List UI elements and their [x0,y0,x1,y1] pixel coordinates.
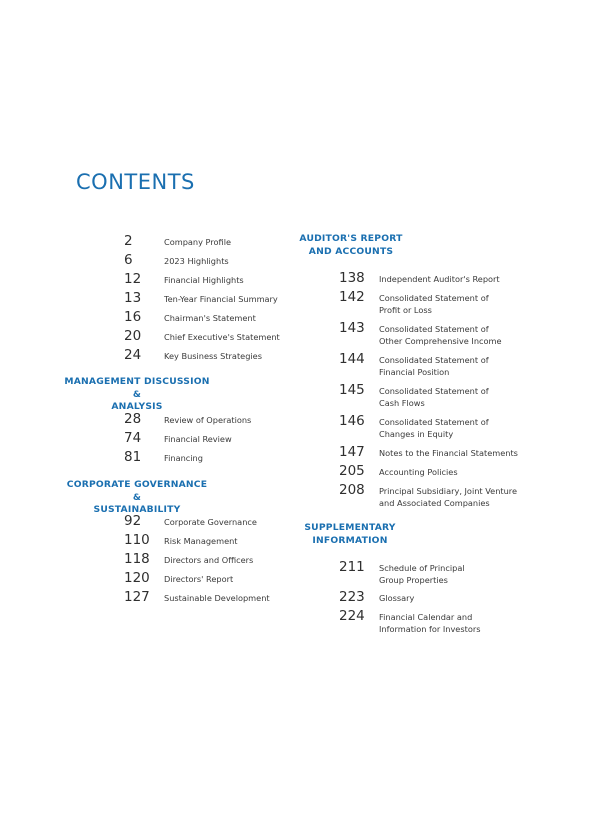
toc-entry-label-line: Principal Subsidiary, Joint Venture [379,486,518,496]
toc-entry-label [379,413,489,441]
toc-entry[interactable] [339,413,489,441]
toc-entry-label [379,482,517,510]
toc-page-number: 2 [124,233,133,249]
toc-entry[interactable] [339,608,480,636]
toc-entry[interactable] [339,559,465,587]
section-heading-line: SUSTAINABILITY [93,504,181,515]
toc-entry-label-line: and Associated Companies [379,498,490,509]
section-heading-line: AND ACCOUNTS [308,245,394,257]
toc-entry-label: Sustainable Development [164,593,270,603]
toc-entry-label: Directors and Officers [164,555,254,565]
toc-entry-label-line: Information for Investors [379,624,481,635]
toc-page-number: 211 [339,559,365,575]
toc-entry[interactable] [124,328,280,344]
toc-entry[interactable] [124,551,253,567]
toc-entry[interactable] [124,570,233,586]
toc-entry-label-line: Cash Flows [379,398,425,409]
toc-entry[interactable] [339,463,458,479]
toc-entry-label-line: Profit or Loss [379,305,432,316]
toc-entry-label: Key Business Strategies [164,351,262,361]
toc-page-number: 20 [124,328,142,344]
section-heading-line: SUPPLEMENTARY [304,522,396,533]
toc-entry[interactable] [339,289,489,317]
toc-entry-label [379,289,489,317]
toc-page-number: 143 [339,320,365,336]
toc-page-number: 28 [124,411,142,427]
toc-entry-label: Glossary [379,593,415,603]
toc-entry-label-line: Consolidated Statement of [379,355,489,365]
toc-page-number: 92 [124,513,142,529]
toc-entry[interactable] [124,309,256,325]
toc-page-number: 16 [124,309,142,325]
section-heading-supplementary-information [300,522,400,547]
toc-page-number: 144 [339,351,365,367]
toc-page-number: 12 [124,271,142,287]
toc-entry-label: Independent Auditor's Report [379,274,500,284]
toc-entry-label: 2023 Highlights [164,256,229,266]
toc-entry-label-line: Consolidated Statement of [379,417,489,427]
section-heading-auditors-report [296,233,406,258]
toc-entry-label: Chief Executive's Statement [164,332,280,342]
toc-page-number: 118 [124,551,150,567]
toc-entry-label-line: Other Comprehensive Income [379,336,502,347]
toc-entry[interactable] [339,382,489,410]
toc-entry[interactable] [124,513,257,529]
toc-page-number: 146 [339,413,365,429]
toc-entry-label [379,382,489,410]
toc-entry[interactable] [124,532,238,548]
toc-entry[interactable] [339,482,517,510]
toc-page-number: 205 [339,463,365,479]
page-title: CONTENTS [76,170,195,194]
toc-entry[interactable] [339,320,502,348]
toc-page-number: 24 [124,347,142,363]
toc-entry[interactable] [124,252,229,268]
section-heading-line: MANAGEMENT DISCUSSION & [64,376,210,400]
toc-entry[interactable] [124,589,270,605]
toc-entry-label-line: Consolidated Statement of [379,293,489,303]
toc-page-number: 74 [124,430,142,446]
toc-entry[interactable] [124,271,244,287]
toc-entry-label: Financing [164,453,203,463]
toc-entry[interactable] [339,589,414,605]
toc-entry-label-line: Consolidated Statement of [379,324,489,334]
toc-entry-label: Corporate Governance [164,517,257,527]
toc-entry-label: Directors' Report [164,574,234,584]
toc-entry-label: Financial Highlights [164,275,244,285]
toc-entry[interactable] [124,347,262,363]
toc-entry-label: Notes to the Financial Statements [379,448,518,458]
section-heading-corporate-governance [62,479,212,517]
toc-entry-label: Company Profile [164,237,232,247]
toc-entry-label-line: Financial Position [379,367,450,378]
toc-entry-label: Risk Management [164,536,238,546]
toc-entry-label: Review of Operations [164,415,252,425]
toc-entry-label: Chairman's Statement [164,313,256,323]
toc-entry[interactable] [339,270,500,286]
toc-entry-label [379,608,480,636]
toc-page-number: 138 [339,270,365,286]
toc-entry-label: Accounting Policies [379,467,458,477]
toc-entry[interactable] [339,351,489,379]
toc-entry-label [379,351,489,379]
toc-page-number: 142 [339,289,365,305]
toc-page-number: 147 [339,444,365,460]
toc-page-number: 223 [339,589,365,605]
toc-entry-label-line: Financial Calendar and [379,612,473,622]
toc-page-number: 208 [339,482,365,498]
toc-page-number: 13 [124,290,142,306]
toc-entry-label-line: Consolidated Statement of [379,386,489,396]
toc-page-number: 6 [124,252,133,268]
toc-entry[interactable] [124,449,203,465]
section-heading-line: CORPORATE GOVERNANCE & [66,479,208,503]
toc-entry-label: Financial Review [164,434,232,444]
toc-entry-label [379,559,465,587]
toc-page-number: 224 [339,608,365,624]
section-heading-management-discussion [62,376,212,414]
toc-entry-label-line: Changes in Equity [379,429,454,440]
section-heading-line: ANALYSIS [111,401,163,412]
section-heading-line: AUDITOR'S REPORT [299,233,403,244]
toc-page-number: 120 [124,570,150,586]
toc-entry-label [379,320,502,348]
toc-entry[interactable] [124,290,278,306]
toc-entry-label-line: Schedule of Principal [379,563,465,573]
toc-entry[interactable] [124,430,232,446]
toc-page-number: 127 [124,589,150,605]
toc-entry[interactable] [339,444,518,460]
toc-entry-label-line: Group Properties [379,575,448,586]
toc-entry[interactable] [124,411,251,427]
toc-entry[interactable] [124,233,231,249]
toc-entry-label: Ten-Year Financial Summary [164,294,278,304]
toc-page-number: 145 [339,382,365,398]
toc-page-number: 110 [124,532,150,548]
section-heading-line: INFORMATION [312,534,388,546]
toc-page-number: 81 [124,449,142,465]
